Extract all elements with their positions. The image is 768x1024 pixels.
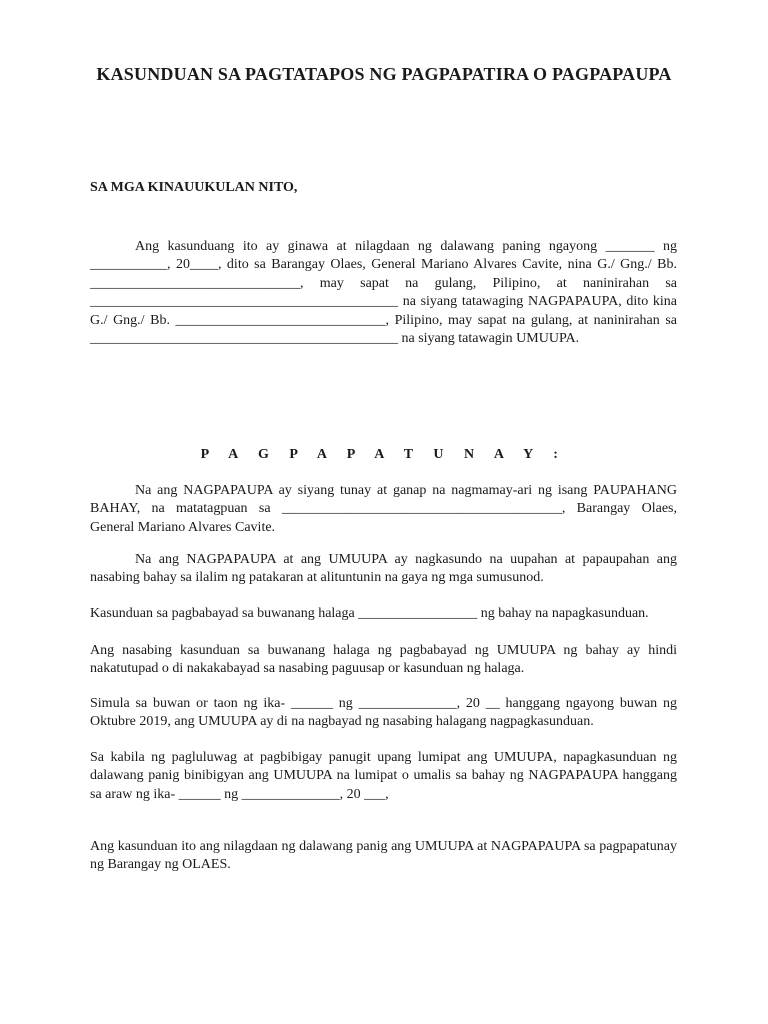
paragraph-move-out: Sa kabila ng pagluluwag at pagbibigay panugit upang lumipat ang UMUUPA, napagkasunduan ng dalawang panig binibigyan ang UMUUPA na lumipat o umalis sa bahay ng NAGPAPAUPA hanggang sa araw ng ika- ______ ng ______________, 20 ___, (90, 750, 677, 802)
paragraph-signing: Ang kasunduan ito ang nilagdaan ng dalawang panig ang UMUUPA at NAGPAPAUPA sa pagpapatunay ng Barangay ng OLAES. (90, 839, 677, 873)
paragraph-agreement: Na ang NAGPAPAUPA at ang UMUUPA ay nagkasundo na uupahan at papaupahan ang nasabing bahay sa ilalim ng patakaran at alituntunin na gaya ng mga sumusunod. (90, 552, 677, 586)
section-heading: P A G P A P A T U N A Y : (200, 447, 567, 462)
document-title: KASUNDUAN SA PAGTATAPOS NG PAGPAPATIRA O PAGPAPAUPA (96, 64, 672, 84)
salutation: SA MGA KINAUUKULAN NITO, (90, 180, 298, 195)
intro-paragraph: Ang kasunduang ito ay ginawa at nilagdaan ng dalawang paning ngayong _______ ng ___________, 20____, dito sa Barangay Olaes, General Mariano Alvares Cavite, nina G./ Gng./ Bb. ______________________________, may sapat na gulang, Pilipino, at naninirahan sa ____________________________________________ na siyang tatawaging NAGPAPAUPA, dito kina G./ Gng./ Bb. ______________________________, Pilipino, may sapat na gulang, at naninirahan sa ____________________________________________ na siyang tatawagin UMUUPA. (90, 239, 677, 347)
paragraph-start-date: Simula sa buwan or taon ng ika- ______ ng ______________, 20 __ hanggang ngayong buwan ng Oktubre 2019, ang UMUUPA ay di na nagbayad ng nasabing halagang nagpagkasunduan. (90, 696, 677, 730)
paragraph-ownership: Na ang NAGPAPAUPA ay siyang tunay at ganap na nagmamay-ari ng isang PAUPAHANG BAHAY, na matatagpuan sa ________________________________________, Barangay Olaes, General Mariano Alvares Cavite. (90, 483, 677, 535)
paragraph-monthly-payment: Kasunduan sa pagbabayad sa buwanang halaga _________________ ng bahay na napagkasunduan. (90, 606, 649, 621)
paragraph-nonpayment: Ang nasabing kasunduan sa buwanang halaga ng pagbabayad ng UMUUPA ng bahay ay hindi nakatutupad o di nakakabayad sa nasabing paguusap or kasunduan ng halaga. (90, 643, 677, 677)
